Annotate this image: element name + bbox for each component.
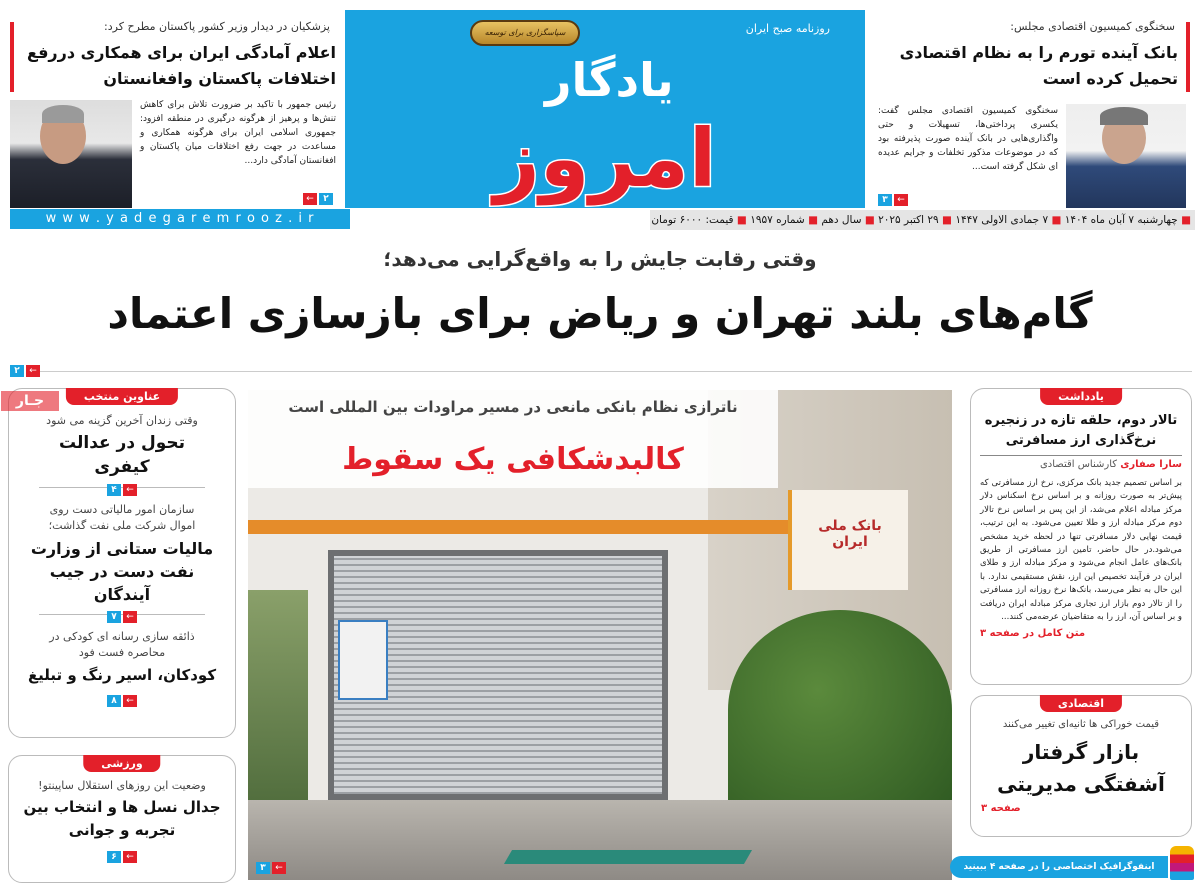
lead-headline[interactable]: گام‌های بلند تهران و ریاض برای بازسازی اعتماد <box>107 289 1093 338</box>
sidewalk <box>248 800 952 880</box>
page-ref[interactable] <box>107 484 137 496</box>
page-ref[interactable] <box>107 851 137 863</box>
page-ref[interactable] <box>107 695 137 707</box>
infographic-icon <box>1170 846 1194 880</box>
sports-kicker: وضعیت این روزهای استقلال ساپینتو! <box>38 779 206 792</box>
note-body: بر اساس تصمیم جدید بانک مرکزی، نرخ ارز مسافرتی که پیش‌تر به صورت روزانه و بر اساس نرخ اسکناس دلار مرکز مبادله اعلام می‌شد، از این پس بر اساس نرخ تالار دوم مرکز مبادله ارز و طلا تعیین می‌شود. به این ترتیب، قیمت نهایی دلار مسافرتی تنها در لحظه خرید مشخص می‌شود.در حال حاضر، تامین ارز مسافرتی از طریق بانک‌های عامل انجام می‌شود و مرکز مبادله ارز و طلای ایران در فرآیند تخصیص این ارز، نقش مستقیمی ندارد. با این حال به نظر می‌رسد، بانک‌ها نرخ روزانه ارز مسافرتی را از تالار دوم بازار ارز تجاری مرکز مبادله ایران دریافت و بر اساس آن، ارز را به متقاضیان عرضه‌می کنند... <box>980 478 1182 623</box>
arrow-icon: ← <box>123 695 137 707</box>
date-gregorian: ■ ۲۹ اکتبر ۲۰۲۵ <box>878 214 952 226</box>
issue-number: ■ شماره ۱۹۵۷ <box>750 214 818 226</box>
bank-sign-wall <box>788 490 908 590</box>
curb <box>504 850 752 864</box>
author-name: سارا صفاری <box>1120 459 1182 470</box>
website-bar: w w w . y a d e g a r e m r o o z . i r <box>10 209 350 229</box>
arrow-icon: ← <box>272 862 286 874</box>
arrow-icon: ← <box>303 193 317 205</box>
logo-sub: یادگار <box>545 53 674 107</box>
atm <box>338 620 388 700</box>
price: ■ قیمت: ۶۰۰۰ تومان <box>651 214 747 226</box>
year: ■ سال دهم <box>821 214 875 226</box>
red-accent-bar <box>1186 22 1190 92</box>
page-ref[interactable] <box>107 611 137 623</box>
arrow-icon: ← <box>123 611 137 623</box>
tree-left <box>248 590 308 820</box>
bank-sign: بانک ملی ایران <box>818 518 882 550</box>
center-kicker: ناترازی نظام بانکی مانعی در مسیر مراودات بین المللی است <box>288 398 738 416</box>
arrow-icon: ← <box>123 484 137 496</box>
date-weekday: ■ چهارشنبه ۷ آبان ماه ۱۴۰۴ <box>1064 214 1191 226</box>
divider <box>40 371 1192 372</box>
date-hijri: ■ ۷ جمادی الاولی ۱۴۴۷ <box>955 214 1062 226</box>
trees <box>728 610 952 810</box>
item-kicker: وقتی زندان آخرین گزینه می شود <box>46 414 198 427</box>
portrait-photo <box>10 100 132 208</box>
top-left-body: رئیس جمهور با تاکید بر ضرورت تلاش برای کاهش تنش‌ها و پرهیز از هرگونه درگیری در منطقه افزود: جمهوری اسلامی ایران برای هرگونه همکاری و مساعدت در جهت رفع اختلافات میان پاکستان و افغانستان آمادگی دارد... <box>140 100 336 166</box>
section-tag: اقتصادی <box>1040 695 1122 712</box>
note-box[interactable] <box>970 388 1192 685</box>
top-left-story[interactable] <box>0 0 350 208</box>
page-number: ۷ <box>107 611 121 623</box>
page-ref[interactable] <box>10 365 40 377</box>
author-line <box>980 455 1182 472</box>
top-left-kicker: پزشکیان در دیدار وزیر کشور پاکستان مطرح کرد: <box>104 20 330 33</box>
top-right-body: سخنگوی کمیسیون اقتصادی مجلس گفت: یکسری پرداختی‌ها، تسهیلات و حتی واگذاری‌هایی در بانک آینده صورت پذیرفته بود که در موضوعات مذکور تخلفات و جرایم عدیده ای شکل گرفته است... <box>878 106 1058 172</box>
item-kicker: سازمان امور مالیاتی دست روی اموال شرکت ملی نفت گذاشت؛ <box>48 503 196 532</box>
page-ref[interactable] <box>256 862 286 874</box>
economy-headline[interactable]: بازار گرفتار آشفتگی مدیریتی <box>997 740 1165 796</box>
item-headline[interactable]: مالیات ستانی از وزارت نفت دست در جیب آیندگان <box>30 539 214 604</box>
top-left-headline[interactable]: اعلام آمادگی ایران برای همکاری دررفع اختلافات پاکستان وافغانستان <box>27 43 336 88</box>
top-right-headline[interactable]: بانک آینده تورم را به نظام اقتصادی تحمیل کرده است <box>899 43 1178 88</box>
page-number: ۴ <box>107 484 121 496</box>
list-item[interactable] <box>9 413 235 496</box>
arrow-icon: ← <box>123 851 137 863</box>
badge-seal: سپاسگزاری برای توسعه <box>470 20 580 46</box>
note-headline[interactable]: تالار دوم، حلقه تازه در زنجیره نرخ‌گذاری ارز مسافرتی <box>984 413 1178 448</box>
section-tag: یادداشت <box>1040 388 1122 405</box>
arrow-icon: ← <box>26 365 40 377</box>
page-number: ۲ <box>319 193 333 205</box>
top-right-kicker: سخنگوی کمیسیون اقتصادی مجلس: <box>1010 20 1175 33</box>
selected-headlines-box <box>8 388 236 738</box>
page-ref[interactable] <box>878 194 908 206</box>
page-number: ۶ <box>107 851 121 863</box>
section-tag: عناوین منتخب <box>66 388 178 405</box>
watermark: جـار <box>1 391 59 411</box>
orange-band <box>248 520 788 534</box>
top-right-story[interactable] <box>870 0 1200 208</box>
page-label[interactable]: صفحه ۳ <box>981 803 1021 814</box>
author-role: کارشناس اقتصادی <box>1039 459 1118 470</box>
lead-kicker: وقتی رقابت جایش را به واقع‌گرایی می‌دهد؛ <box>383 247 817 271</box>
page-ref[interactable] <box>303 193 333 205</box>
read-more[interactable]: متن کامل در صفحه ۳ <box>980 628 1086 640</box>
infographic-bar[interactable]: اینفوگرافیک اختصاصی را در صفحه ۴ ببینید <box>950 856 1168 878</box>
center-headline[interactable]: کالبدشکافی یک سقوط <box>342 442 684 477</box>
page-number: ۲ <box>10 365 24 377</box>
economy-kicker: قیمت خوراکی ها ثانیه‌ای تغییر می‌کنند <box>1002 719 1160 730</box>
arrow-icon: ← <box>894 194 908 206</box>
section-tag: ورزشی <box>83 755 160 772</box>
page-number: ۸ <box>107 695 121 707</box>
dateline-bar <box>650 210 1195 230</box>
logo-main: امروز <box>493 112 717 205</box>
lead-photo[interactable] <box>248 390 952 880</box>
tagline: روزنامه صبح ایران <box>745 22 830 35</box>
portrait-photo <box>1066 104 1186 208</box>
list-item[interactable] <box>9 629 235 707</box>
item-kicker: ذائقه سازی رسانه ای کودکی در محاصره فست فود <box>49 630 195 659</box>
page-number: ۳ <box>878 194 892 206</box>
item-headline[interactable]: کودکان، اسیر رنگ و تبلیغ <box>27 666 217 684</box>
masthead <box>345 10 865 208</box>
item-headline[interactable]: تحول در عدالت کیفری <box>58 433 186 477</box>
economy-box[interactable] <box>970 695 1192 837</box>
page-number: ۳ <box>256 862 270 874</box>
list-item[interactable] <box>9 502 235 623</box>
sports-headline[interactable]: جدال نسل ها و انتخاب بین تجربه و جوانی <box>23 798 221 839</box>
sports-box[interactable] <box>8 755 236 883</box>
